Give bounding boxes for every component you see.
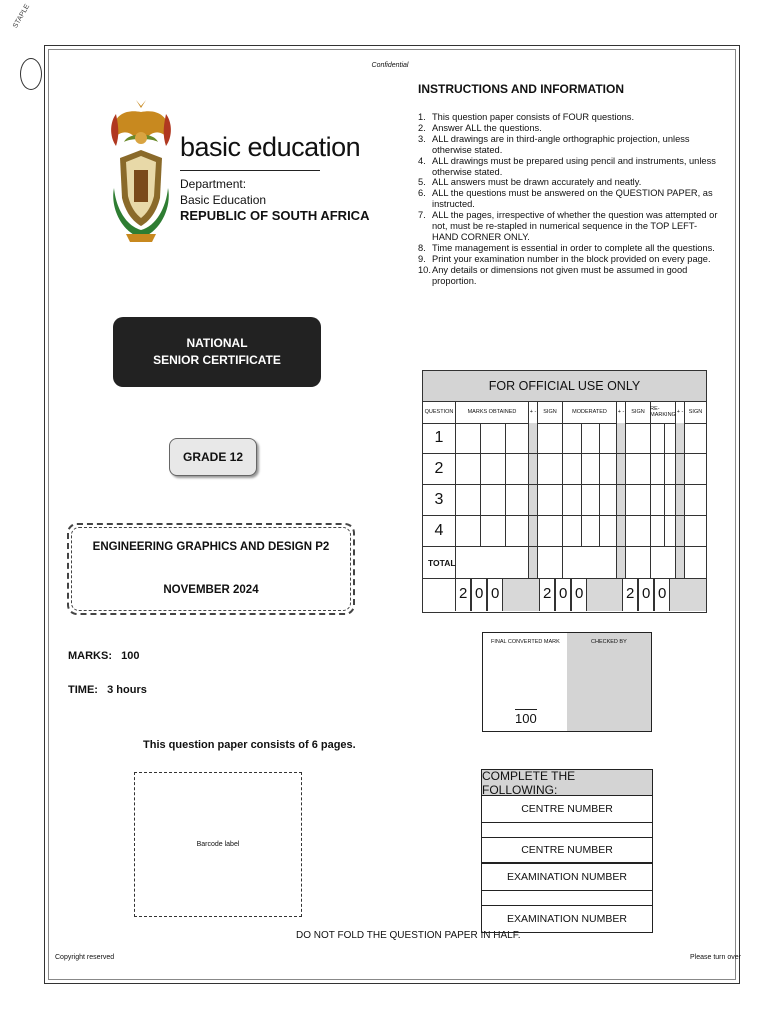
mark-cell[interactable] [563,423,617,453]
complete-following-box [481,769,653,933]
col-question: QUESTION [423,401,456,423]
instruction-item [418,177,718,188]
marks-label: MARKS: 100 [68,650,140,662]
exam-number-label-2: EXAMINATION NUMBER [507,913,627,925]
instruction-text: ALL the questions must be answered on the QUESTION PAPER, as instructed. [432,188,713,210]
question-number: 2 [423,454,456,484]
mark-cell[interactable] [685,454,706,484]
out-of-row [423,579,706,611]
mark-cell-divider [581,454,582,484]
instruction-text: ALL answers must be drawn accurately and neatly. [432,177,642,188]
mark-cell [617,516,626,546]
mark-cell-divider [505,516,506,546]
instruction-item [418,243,718,254]
mark-cell-divider [505,423,506,453]
col-moderated: MODERATED [563,401,617,423]
time-label: TIME: 3 hours [68,684,147,696]
instruction-number: 1. [418,112,426,122]
instruction-text: Any details or dimensions not given must be assumed in good proportion. [432,264,688,286]
mark-cell-divider [480,423,481,453]
logo-divider [180,170,320,171]
mark-cell-divider [581,516,582,546]
question-row [423,454,706,485]
question-number: 1 [423,423,456,453]
instruction-item [418,254,718,265]
instruction-item [418,188,718,210]
mark-cell-divider [480,454,481,484]
checked-by-cell[interactable] [567,633,651,731]
question-row [423,485,706,516]
instruction-number: 2. [418,122,426,133]
final-mark-out-of: 100 [515,711,537,726]
subject-frame [67,523,355,615]
col-plusminus-1: + - [529,401,538,423]
total-out-of-digit: 0 [658,585,667,602]
total-out-of-digit: 0 [559,585,568,602]
mark-cell[interactable] [563,485,617,515]
instruction-text: ALL the pages, irrespective of whether the question was attempted or not, must be re-stapled in numerical sequence in the TOP LEFT-HAND CORNER ONLY. [432,210,718,242]
mark-cell[interactable] [626,516,651,546]
mark-cell [529,454,538,484]
mark-cell-divider [599,485,600,515]
barcode-area [134,772,302,917]
mark-cell [676,454,685,484]
mark-cell-divider [664,454,665,484]
col-plusminus-3: + - [676,401,685,423]
col-sign-2: SIGN [626,401,651,423]
mark-cell[interactable] [685,423,706,453]
pages-note: This question paper consists of 6 pages. [143,739,356,751]
instruction-text: Answer ALL the questions. [432,122,542,133]
total-out-of-digit: 2 [543,585,552,602]
instruction-text: ALL drawings are in third-angle orthographic projection, unless otherwise stated. [432,133,690,155]
staple-label: STAPLE [12,3,32,30]
instruction-item [418,265,718,287]
centre-number-field[interactable] [482,822,652,838]
mark-cell[interactable] [626,423,651,453]
mark-cell [617,454,626,484]
no-fold-note: DO NOT FOLD THE QUESTION PAPER IN HALF. [296,930,521,941]
instructions-heading: INSTRUCTIONS AND INFORMATION [418,82,624,96]
mark-cell[interactable] [626,454,651,484]
instruction-item [418,156,718,178]
copyright: Copyright reserved [55,954,115,961]
exam-date: NOVEMBER 2024 [163,584,259,596]
instruction-item [418,123,718,134]
turn-over: Please turn over [690,954,741,961]
question-row [423,423,706,454]
total-out-of-digit: 0 [475,585,484,602]
col-sign-1: SIGN [538,401,563,423]
total-out-of-digit: 0 [575,585,584,602]
instruction-number: 5. [418,177,426,188]
mark-cell[interactable] [563,516,617,546]
logo-title: basic education [180,132,361,162]
mark-cell[interactable] [456,516,529,546]
total-out-of-digit: 2 [459,585,468,602]
checked-by-label: CHECKED BY [591,639,627,645]
subject-title: ENGINEERING GRAPHICS AND DESIGN P2 [92,541,330,553]
final-mark-label: FINAL CONVERTED MARK [491,639,560,645]
nsc-line2: SENIOR CERTIFICATE [153,353,281,367]
instruction-number: 6. [418,188,426,199]
country-name: REPUBLIC OF SOUTH AFRICA [180,208,370,223]
mark-cell [676,485,685,515]
instruction-number: 4. [418,155,426,166]
mark-cell-divider [581,485,582,515]
mark-cell[interactable] [538,423,563,453]
instruction-text: This question paper consists of FOUR questions. [432,112,635,122]
total-out-of-digit: 2 [626,585,635,602]
col-plusminus-2: + - [617,401,626,423]
mark-cell-divider [664,485,665,515]
total-out-of-digit: 0 [642,585,651,602]
col-remarking: RE-MARKING [651,401,676,423]
nsc-banner [113,317,321,387]
instruction-text: Time management is essential in order to complete all the questions. [432,242,715,253]
coat-of-arms-icon [106,98,176,248]
mark-cell-divider [664,516,665,546]
instructions-list [418,112,718,287]
nsc-line1: NATIONAL [186,336,248,350]
instruction-text: ALL drawings must be prepared using pencil and instruments, unless otherwise stated. [432,155,716,177]
confidential-label: Confidential [371,62,409,69]
mark-cell [529,485,538,515]
exam-number-field[interactable] [482,890,652,906]
mark-cell-divider [599,454,600,484]
dept-label: Department: [180,177,247,191]
dept-name: Basic Education [180,193,267,207]
barcode-label: Barcode label [196,841,240,848]
total-label: TOTAL [423,547,456,578]
question-row [423,516,706,547]
instruction-number: 7. [418,210,426,221]
mark-cell[interactable] [685,516,706,546]
mark-cell [676,516,685,546]
mark-cell [529,516,538,546]
official-use-table [422,370,707,613]
mark-cell-divider [480,516,481,546]
mark-cell[interactable] [538,516,563,546]
mark-cell [617,485,626,515]
instruction-number: 3. [418,133,426,144]
mark-cell-divider [599,423,600,453]
mark-cell[interactable] [626,485,651,515]
question-number: 4 [423,516,456,546]
instruction-item [418,210,718,243]
final-mark-cell[interactable] [483,633,568,731]
mark-cell[interactable] [538,485,563,515]
centre-number-label: CENTRE NUMBER [521,803,613,815]
logo-department [180,176,369,224]
mark-cell-divider [581,423,582,453]
complete-heading: COMPLETE THE FOLLOWING: [482,770,652,796]
exam-number-label: EXAMINATION NUMBER [507,871,627,883]
mark-cell-divider [664,423,665,453]
final-mark-box [482,632,652,732]
mark-cell [529,423,538,453]
mark-cell-divider [599,516,600,546]
total-row [423,547,706,579]
official-use-title: FOR OFFICIAL USE ONLY [423,371,706,402]
instruction-text: Print your examination number in the block provided on every page. [432,253,711,264]
mark-cell-divider [505,454,506,484]
mark-cell-divider [480,485,481,515]
mark-cell[interactable] [456,454,529,484]
col-marks-obtained: MARKS OBTAINED [456,401,529,423]
total-out-of-digit: 0 [491,585,500,602]
instruction-item [418,134,718,156]
mark-cell [676,423,685,453]
mark-cell [617,423,626,453]
mark-cell[interactable] [538,454,563,484]
mark-cell[interactable] [685,485,706,515]
centre-number-label-2: CENTRE NUMBER [482,838,652,864]
instruction-item [418,112,718,123]
col-sign-3: SIGN [688,409,703,415]
grade-badge: GRADE 12 [169,438,257,476]
instruction-number: 9. [418,253,426,264]
mark-cell[interactable] [456,485,529,515]
instruction-number: 10. [418,264,431,275]
official-use-header [423,401,706,424]
question-number: 3 [423,485,456,515]
instruction-number: 8. [418,242,426,253]
mark-cell-divider [505,485,506,515]
mark-cell[interactable] [563,454,617,484]
mark-cell[interactable] [456,423,529,453]
